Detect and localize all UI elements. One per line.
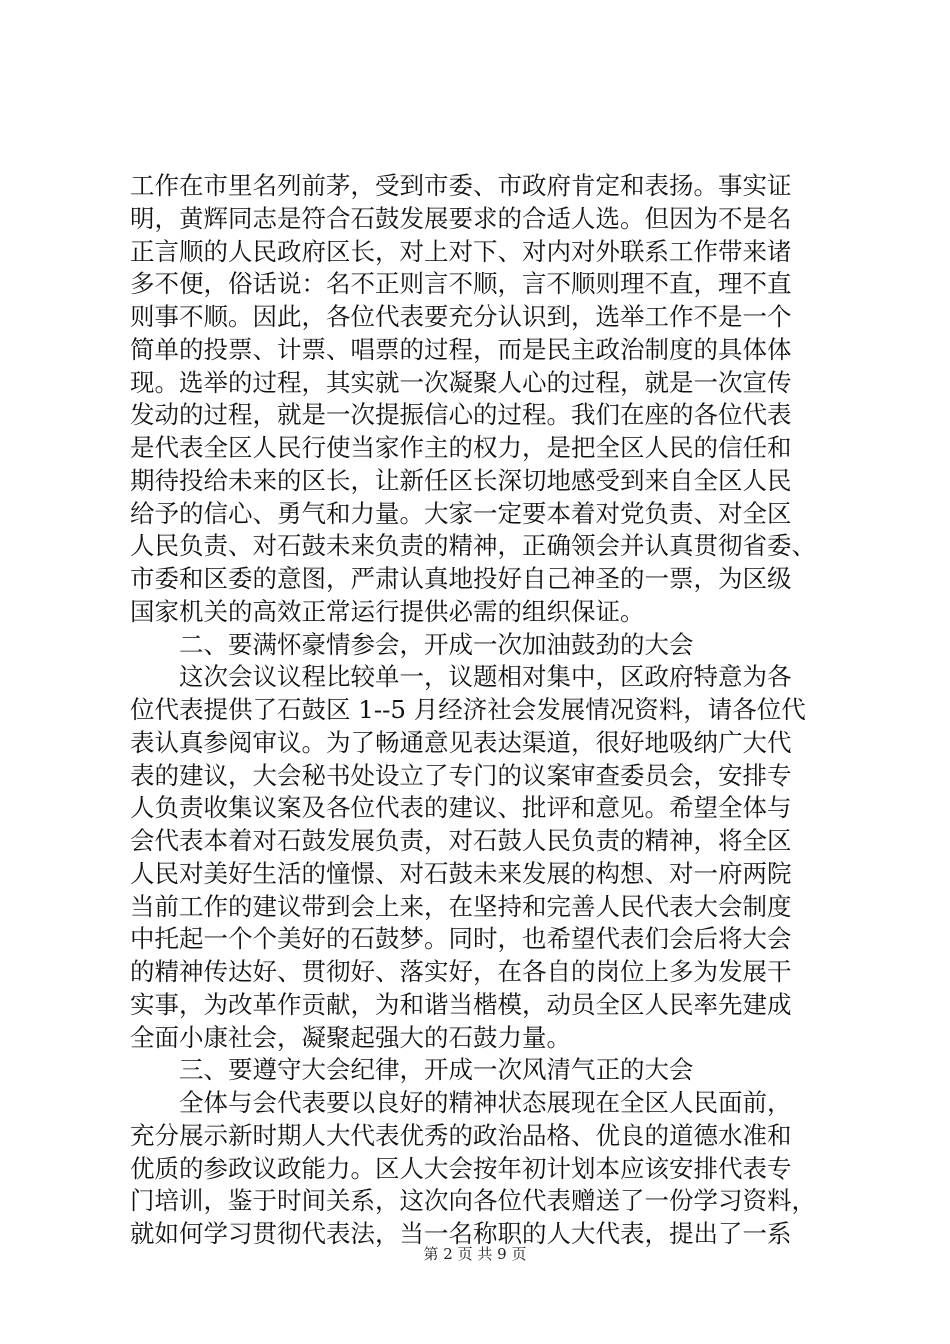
text-line: 现。选举的过程，其实就一次凝聚人心的过程，就是一次宣传 (130, 367, 792, 397)
page-number: 第 2 页 共 9 页 (423, 1245, 527, 1263)
page-footer (0, 1244, 950, 1264)
text-line: 人民负责、对石鼓未来负责的精神，正确领会并认真贯彻省委、 (130, 531, 816, 561)
text-line: 工作在市里名列前茅，受到市委、市政府肯定和表扬。事实证 (130, 171, 792, 200)
section-heading: 三、要遵守大会纪律，开成一次风清气正的大会 (130, 1055, 694, 1085)
text-line: 期待投给未来的区长，让新任区长深切地感受到来自全区人民 (130, 465, 792, 495)
text-line: 发动的过程，就是一次提振信心的过程。我们在座的各位代表 (130, 400, 792, 430)
text-line: 就如何学习贯彻代表法，当一名称职的人大代表，提出了一系 (130, 1219, 792, 1248)
text-line: 门培训，鉴于时间关系，这次向各位代表赠送了一份学习资料， (130, 1186, 816, 1216)
text-line: 市委和区委的意图，严肃认真地投好自己神圣的一票，为区级 (130, 564, 792, 593)
text-line: 位代表提供了石鼓区 1--5 月经济社会发展情况资料，请各位代 (130, 695, 806, 724)
section-heading: 二、要满怀豪情参会，开成一次加油鼓劲的大会 (130, 629, 694, 659)
text-line: 人负责收集议案及各位代表的建议、批评和意见。希望全体与 (130, 793, 792, 823)
text-line: 多不便，俗话说：名不正则言不顺，言不顺则理不直，理不直 (130, 269, 792, 299)
text-line: 国家机关的高效正常运行提供必需的组织保证。 (130, 596, 645, 626)
text-line: 优质的参政议政能力。区人大会按年初计划本应该安排代表专 (130, 1153, 792, 1183)
text-line: 给予的信心、勇气和力量。大家一定要本着对党负责、对全区 (130, 498, 792, 528)
text-line: 充分展示新时期人大代表优秀的政治品格、优良的道德水准和 (130, 1120, 792, 1150)
text-line: 全体与会代表要以良好的精神状态展现在全区人民面前， (130, 1088, 792, 1117)
text-line: 会代表本着对石鼓发展负责，对石鼓人民负责的精神，将全区 (130, 826, 792, 855)
text-line: 当前工作的建议带到会上来，在坚持和完善人民代表大会制度 (130, 891, 792, 921)
document-body (130, 170, 830, 1251)
text-line: 这次会议议程比较单一，议题相对集中，区政府特意为各 (130, 662, 792, 692)
text-line: 正言顺的人民政府区长，对上对下、对内对外联系工作带来诸 (130, 236, 792, 266)
text-line: 则事不顺。因此，各位代表要充分认识到，选举工作不是一个 (130, 302, 792, 331)
text-line: 全面小康社会，凝聚起强大的石鼓力量。 (130, 1022, 571, 1052)
text-line: 简单的投票、计票、唱票的过程，而是民主政治制度的具体体 (130, 334, 792, 364)
text-line: 人民对美好生活的憧憬、对石鼓未来发展的构想、对一府两院 (130, 858, 792, 888)
text-line: 中托起一个个美好的石鼓梦。同时，也希望代表们会后将大会 (130, 924, 792, 954)
text-line: 的精神传达好、贯彻好、落实好，在各自的岗位上多为发展干 (130, 957, 792, 986)
text-line: 实事，为改革作贡献，为和谐当楷模，动员全区人民率先建成 (130, 989, 792, 1019)
text-line: 表的建议，大会秘书处设立了专门的议案审查委员会，安排专 (130, 760, 792, 790)
text-line: 是代表全区人民行使当家作主的权力，是把全区人民的信任和 (130, 433, 792, 462)
text-line: 明，黄辉同志是符合石鼓发展要求的合适人选。但因为不是名 (130, 203, 792, 233)
text-line: 表认真参阅审议。为了畅通意见表达渠道，很好地吸纳广大代 (130, 727, 792, 757)
